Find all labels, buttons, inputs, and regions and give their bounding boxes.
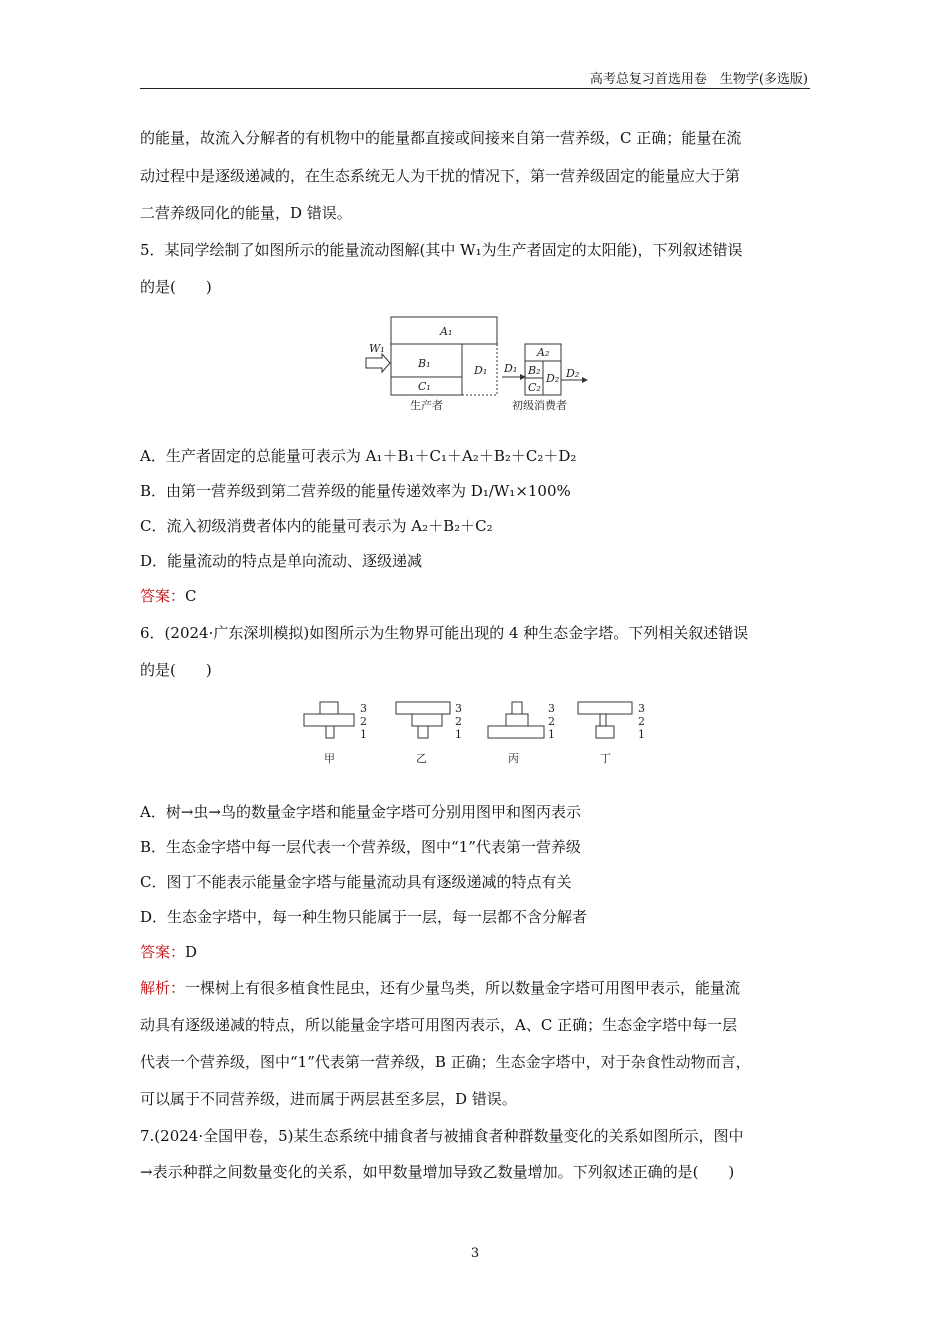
q6-option-d: D．生态金字塔中，每一种生物只能属于一层，每一层都不含分解者: [140, 908, 588, 926]
label-d2-out: D₂: [566, 367, 580, 380]
level-label: 1: [638, 728, 645, 741]
level-label: 2: [455, 715, 462, 728]
q6-option-b: B．生态金字塔中每一层代表一个营养级，图中“1”代表第一营养级: [140, 838, 581, 856]
q6-analysis: [140, 978, 812, 998]
q5-option-a: A．生产者固定的总能量可表示为 A₁＋B₁＋C₁＋A₂＋B₂＋C₂＋D₂: [140, 447, 577, 465]
answer-label: 答案：: [140, 943, 186, 961]
answer-value: D: [185, 943, 198, 961]
level-label: 3: [548, 702, 555, 715]
label-producer: 生产者: [410, 399, 443, 412]
analysis-line: 可以属于不同营养级，进而属于两层甚至多层，D 错误。: [140, 1090, 517, 1108]
label-d1: D₁: [474, 364, 488, 377]
paragraph: 二营养级同化的能量，D 错误。: [140, 204, 352, 222]
label-c2: C₂: [528, 381, 541, 394]
q6-stem: 6．(2024·广东深圳模拟)如图所示为生物界可能出现的 4 种生态金字塔。下列相关叙述错误: [140, 624, 749, 642]
q5-option-b: B．由第一营养级到第二营养级的能量传递效率为 D₁/W₁×100%: [140, 482, 571, 500]
pyramid-label-bing: 丙: [508, 752, 519, 765]
paragraph: 的能量，故流入分解者的有机物中的能量都直接或间接来自第一营养级，C 正确；能量在流: [140, 129, 742, 147]
label-a2: A₂: [537, 346, 550, 359]
analysis-line: 代表一个营养级，图中“1”代表第一营养级，B 正确；生态金字塔中，对于杂食性动物而言，: [140, 1053, 751, 1071]
label-consumer: 初级消费者: [512, 399, 567, 412]
q7-stem: →表示种群之间数量变化的关系，如甲数量增加导致乙数量增加。下列叙述正确的是( ): [140, 1163, 735, 1181]
header-rule: [140, 88, 810, 89]
page-number: 3: [470, 1246, 480, 1261]
label-c1: C₁: [418, 380, 431, 393]
pyramid-label-yi: 乙: [416, 752, 427, 765]
page-header: 高考总复习首选用卷 生物学(多选版): [589, 72, 808, 87]
analysis-line: 动具有逐级递减的特点，所以能量金字塔可用图丙表示，A、C 正确；生态金字塔中每一层: [140, 1016, 738, 1034]
energy-flow-diagram: [360, 312, 600, 417]
level-label: 1: [455, 728, 462, 741]
q5-answer: [140, 586, 812, 606]
q6-option-a: A．树→虫→鸟的数量金字塔和能量金字塔可分别用图甲和图丙表示: [140, 803, 581, 821]
label-d1-arrow: D₁: [504, 362, 518, 375]
q7-stem: 7.(2024·全国甲卷，5)某生态系统中捕食者与被捕食者种群数量变化的关系如图所示，图中: [140, 1127, 744, 1145]
level-label: 2: [548, 715, 555, 728]
label-b2: B₂: [528, 364, 541, 377]
label-b1: B₁: [418, 357, 431, 370]
level-label: 2: [360, 715, 367, 728]
paragraph: 动过程中是逐级递减的，在生态系统无人为干扰的情况下，第一营养级固定的能量应大于第: [140, 167, 741, 185]
pyramid-label-jia: 甲: [324, 752, 335, 765]
analysis-label: 解析：: [140, 979, 186, 997]
label-a1: A₁: [440, 325, 453, 338]
level-label: 3: [455, 702, 462, 715]
q6-option-c: C．图丁不能表示能量金字塔与能量流动具有逐级递减的特点有关: [140, 873, 572, 891]
analysis-line: 一棵树上有很多植食性昆虫，还有少量鸟类，所以数量金字塔可用图甲表示，能量流: [185, 979, 741, 997]
pyramid-label-ding: 丁: [600, 752, 611, 765]
label-w1: W₁: [369, 342, 385, 355]
answer-value: C: [185, 587, 197, 605]
q6-stem: 的是( ): [140, 661, 212, 679]
level-label: 3: [360, 702, 367, 715]
q5-stem: 5．某同学绘制了如图所示的能量流动图解(其中 W₁为生产者固定的太阳能)，下列叙述错误: [140, 241, 743, 259]
pyramids-figure: [300, 698, 660, 770]
q6-answer: [140, 942, 812, 962]
q5-option-c: C．流入初级消费者体内的能量可表示为 A₂＋B₂＋C₂: [140, 517, 493, 535]
answer-label: 答案：: [140, 587, 186, 605]
q5-option-d: D．能量流动的特点是单向流动、逐级递减: [140, 552, 423, 570]
level-label: 2: [638, 715, 645, 728]
level-label: 1: [360, 728, 367, 741]
q5-stem: 的是( ): [140, 278, 212, 296]
level-label: 3: [638, 702, 645, 715]
level-label: 1: [548, 728, 555, 741]
label-d2: D₂: [546, 372, 560, 385]
